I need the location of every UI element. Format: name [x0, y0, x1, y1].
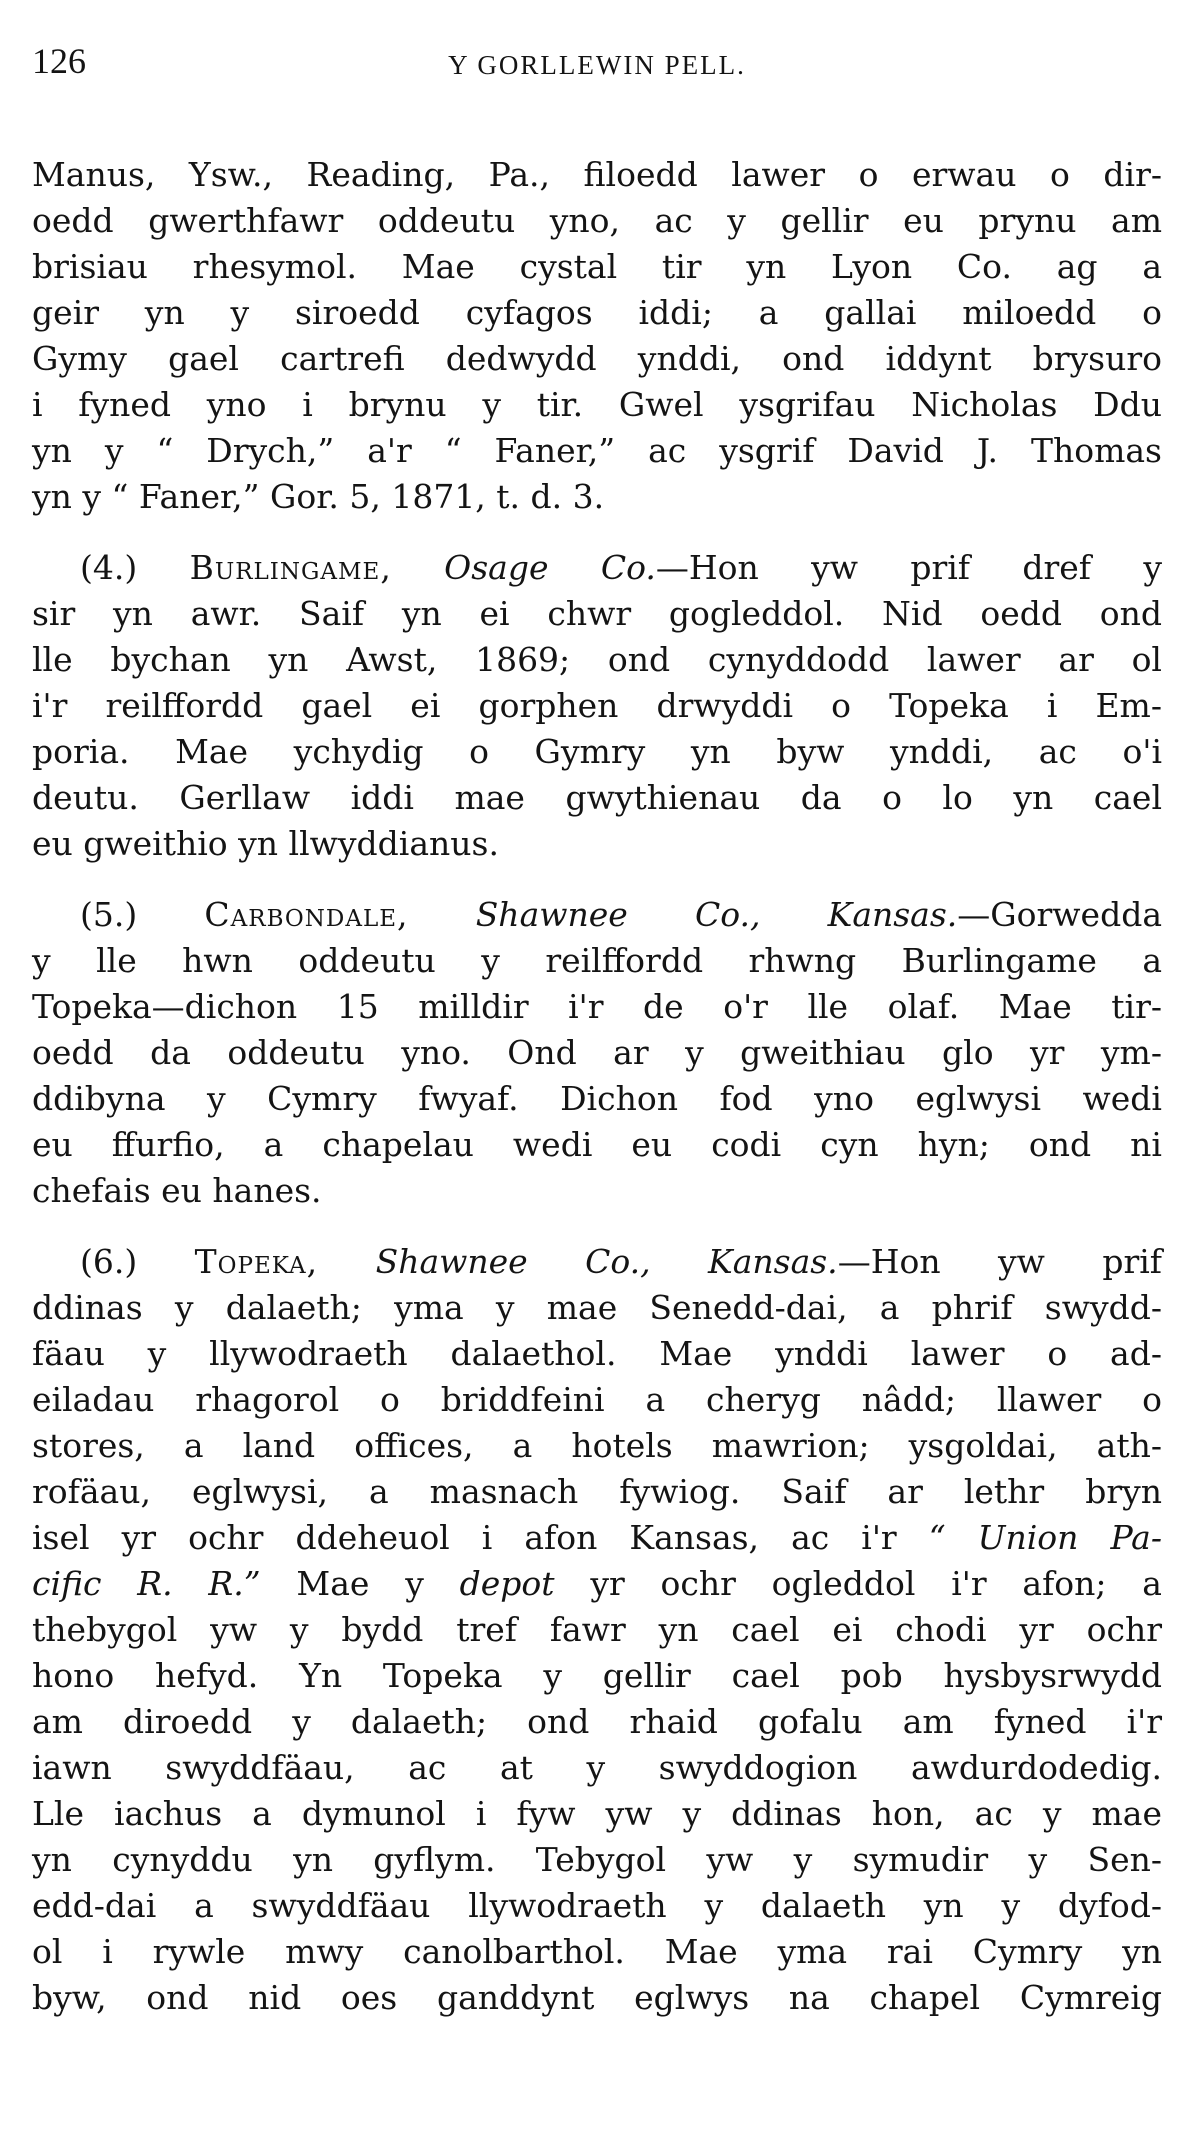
text-line: deutu. Gerllaw iddi mae gwythienau da o lo yn cael [32, 778, 1162, 817]
text-line: eu gweithio yn llwyddianus. [32, 824, 499, 863]
text-line: Lle iachus a dymunol i fyw yw y ddinas hon, ac y mae [32, 1794, 1162, 1833]
paragraph-continuation [32, 152, 1162, 520]
text-line [32, 545, 1162, 591]
text-line [32, 892, 1162, 938]
text-line: stores, a land offices, a hotels mawrion; ysgoldai, ath- [32, 1426, 1162, 1465]
page-number: 126 [32, 41, 86, 81]
text-line: y lle hwn oddeutu y reilffordd rhwng Burlingame a [32, 941, 1162, 980]
text-line: Manus, Ysw., Reading, Pa., filoedd lawer o erwau o dir- [32, 155, 1162, 194]
text-line: chefais eu hanes. [32, 1171, 322, 1210]
entry-place: Osage Co. [444, 548, 656, 587]
text-line: Gymy gael cartrefi dedwydd ynddi, ond iddynt brysuro [32, 339, 1162, 378]
text-fragment: —Hon yw prif [837, 1242, 1162, 1281]
text-line: poria. Mae ychydig o Gymry yn byw ynddi, ac o'i [32, 732, 1162, 771]
running-title: Y GORLLEWIN PELL. [448, 50, 746, 80]
text-line: yn y “ Faner,” Gor. 5, 1871, t. d. 3. [32, 477, 605, 516]
entry-heading: Carbondale, [204, 895, 409, 934]
text-line: iawn swyddfäau, ac at y swyddogion awdurdodedig. [32, 1748, 1162, 1787]
text-fragment: —Gorwedda [957, 895, 1162, 934]
railroad-name: cific R. R.” [32, 1564, 261, 1603]
text-line: byw, ond nid oes ganddynt eglwys na chapel Cymreig [32, 1978, 1162, 2017]
text-line: ol i rywle mwy canolbarthol. Mae yma rai Cymry yn [32, 1932, 1162, 1971]
text-line: eu ffurfio, a chapelau wedi eu codi cyn hyn; ond ni [32, 1125, 1162, 1164]
body-text [32, 152, 1162, 2021]
paragraph-burlingame [32, 545, 1162, 867]
text-line: eiladau rhagorol o briddfeini a cheryg nâdd; llawer o [32, 1380, 1162, 1419]
text-fragment: yr ochr ogleddol i'r afon; a [554, 1564, 1162, 1603]
railroad-name: “ Union Pa- [928, 1518, 1162, 1557]
book-page [32, 40, 1162, 2017]
entry-heading: Burlingame, [189, 548, 392, 587]
text-line: hono hefyd. Yn Topeka y gellir cael pob hysbysrwydd [32, 1656, 1162, 1695]
entry-number: (5.) [80, 895, 138, 934]
paragraph-topeka [32, 1239, 1162, 2021]
text-line: oedd gwerthfawr oddeutu yno, ac y gellir eu prynu am [32, 201, 1162, 240]
entry-place: Shawnee Co., Kansas. [475, 895, 958, 934]
text-line: am diroedd y dalaeth; ond rhaid gofalu am fyned i'r [32, 1702, 1162, 1741]
text-line: yn y “ Drych,” a'r “ Faner,” ac ysgrif David J. Thomas [32, 431, 1162, 470]
entry-heading: Topeka, [194, 1242, 319, 1281]
entry-number: (4.) [80, 548, 138, 587]
text-line: yn cynyddu yn gyflym. Tebygol yw y symudir y Sen- [32, 1840, 1162, 1879]
entry-place: Shawnee Co., Kansas. [375, 1242, 838, 1281]
text-line: edd-dai a swyddfäau llywodraeth y dalaeth yn y dyfod- [32, 1886, 1162, 1925]
text-line: i'r reilffordd gael ei gorphen drwyddi o Topeka i Em- [32, 686, 1162, 725]
text-line [32, 1515, 1162, 1561]
text-fragment: isel yr ochr ddeheuol i afon Kansas, ac i'r [32, 1518, 897, 1557]
text-line: sir yn awr. Saif yn ei chwr gogleddol. Nid oedd ond [32, 594, 1162, 633]
text-line: brisiau rhesymol. Mae cystal tir yn Lyon Co. ag a [32, 247, 1162, 286]
paragraph-carbondale [32, 892, 1162, 1214]
text-line: ddinas y dalaeth; yma y mae Senedd-dai, a phrif swydd- [32, 1288, 1162, 1327]
text-line: i fyned yno i brynu y tir. Gwel ysgrifau Nicholas Ddu [32, 385, 1162, 424]
running-head [32, 40, 1162, 100]
text-line: geir yn y siroedd cyfagos iddi; a gallai miloedd o [32, 293, 1162, 332]
text-line: ddibyna y Cymry fwyaf. Dichon fod yno eglwysi wedi [32, 1079, 1162, 1118]
text-line: fäau y llywodraeth dalaethol. Mae ynddi lawer o ad- [32, 1334, 1162, 1373]
text-line: thebygol yw y bydd tref fawr yn cael ei chodi yr ochr [32, 1610, 1162, 1649]
emphasis-word: depot [459, 1564, 555, 1603]
text-line [32, 1239, 1162, 1285]
text-line [32, 1561, 1162, 1607]
text-fragment: —Hon yw prif dref y [655, 548, 1162, 587]
text-line: rofäau, eglwysi, a masnach fywiog. Saif ar lethr bryn [32, 1472, 1162, 1511]
entry-number: (6.) [80, 1242, 138, 1281]
text-line: oedd da oddeutu yno. Ond ar y gweithiau glo yr ym- [32, 1033, 1162, 1072]
text-fragment: Mae y [260, 1564, 424, 1603]
text-line: Topeka—dichon 15 milldir i'r de o'r lle olaf. Mae tir- [32, 987, 1162, 1026]
text-line: lle bychan yn Awst, 1869; ond cynyddodd lawer ar ol [32, 640, 1162, 679]
